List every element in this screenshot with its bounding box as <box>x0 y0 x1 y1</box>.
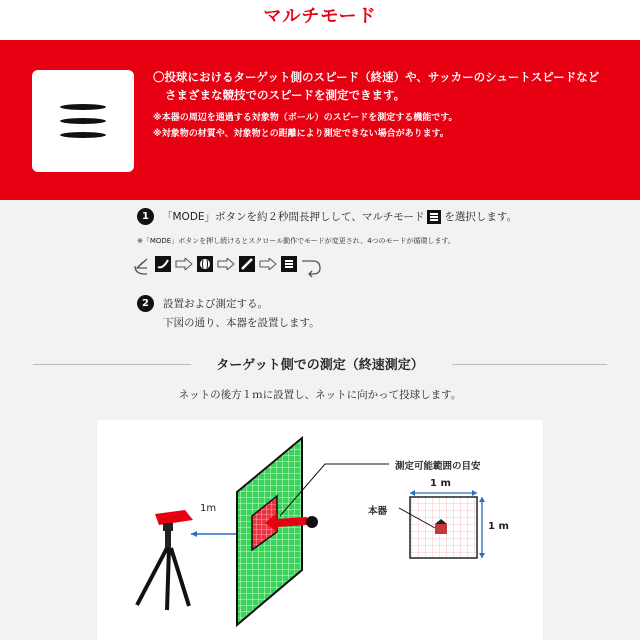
mode-bar <box>60 104 106 110</box>
arrow-right-icon <box>259 258 277 270</box>
intro-note-1: ※本器の周辺を通過する対象物（ボール）のスピードを測定する機能です。 <box>153 113 458 123</box>
device-body <box>155 510 193 525</box>
section-title: ターゲット側での測定（終速測定） <box>216 358 424 373</box>
step-2-number: 2 <box>137 295 154 312</box>
bat-icon <box>239 256 255 272</box>
cycle-start-arrow-icon <box>137 259 147 268</box>
cycle-start-arrow-icon <box>135 266 147 274</box>
multi-mode-icon <box>32 70 134 172</box>
multi-mode-icon <box>281 256 297 272</box>
cycle-return-arrow-icon <box>301 258 323 278</box>
step-1-text-after: を選択します。 <box>444 211 518 223</box>
width-label: 1 m <box>430 478 451 489</box>
range-label: 測定可能範囲の目安 <box>395 461 481 472</box>
mode-bar <box>60 118 106 124</box>
net <box>237 438 302 625</box>
intro-text <box>153 68 623 142</box>
pitch-icon <box>155 256 171 272</box>
setup-diagram <box>97 420 543 640</box>
intro-band <box>0 40 640 200</box>
device-label: 本器 <box>368 506 388 517</box>
mode-sequence <box>133 254 493 276</box>
step-1-number: 1 <box>137 208 154 225</box>
title-bar <box>0 0 640 40</box>
step-1-text-before: 「MODE」ボタンを約２秒間長押しして、マルチモード <box>162 211 425 223</box>
step-1-text <box>162 209 517 225</box>
step-2-line-2: 下図の通り、本器を設置します。 <box>163 317 320 329</box>
arrow-right-icon <box>217 258 235 270</box>
distance-label: 1m <box>200 503 217 514</box>
section-description: ネットの後方１ｍに設置し、ネットに向かって投球します。 <box>178 389 462 401</box>
ball-icon <box>197 256 213 272</box>
tripod-legs <box>137 548 189 610</box>
ball-icon <box>306 516 318 528</box>
step-1-note: ※「MODE」ボタンを押し続けるとスクロール動作でモードが変更され、4つのモードが循環します。 <box>137 237 455 245</box>
multi-mode-icon <box>427 210 441 224</box>
arrow-right-icon <box>175 258 193 270</box>
intro-line-1: 〇投球におけるターゲット側のスピード（終速）や、サッカーのシュートスピードなど <box>153 70 600 84</box>
mode-bar <box>60 132 106 138</box>
page-title: マルチモード <box>263 6 377 27</box>
step-2-line-1: 設置および測定する。 <box>163 298 268 310</box>
intro-line-2: さまざまな競技でのスピードを測定できます。 <box>165 88 406 102</box>
range-panel <box>399 490 485 558</box>
device-on-tripod <box>137 510 193 610</box>
height-label: 1 m <box>488 521 509 532</box>
intro-note-2: ※対象物の材質や、対象物との距離により測定できない場合があります。 <box>153 129 449 139</box>
